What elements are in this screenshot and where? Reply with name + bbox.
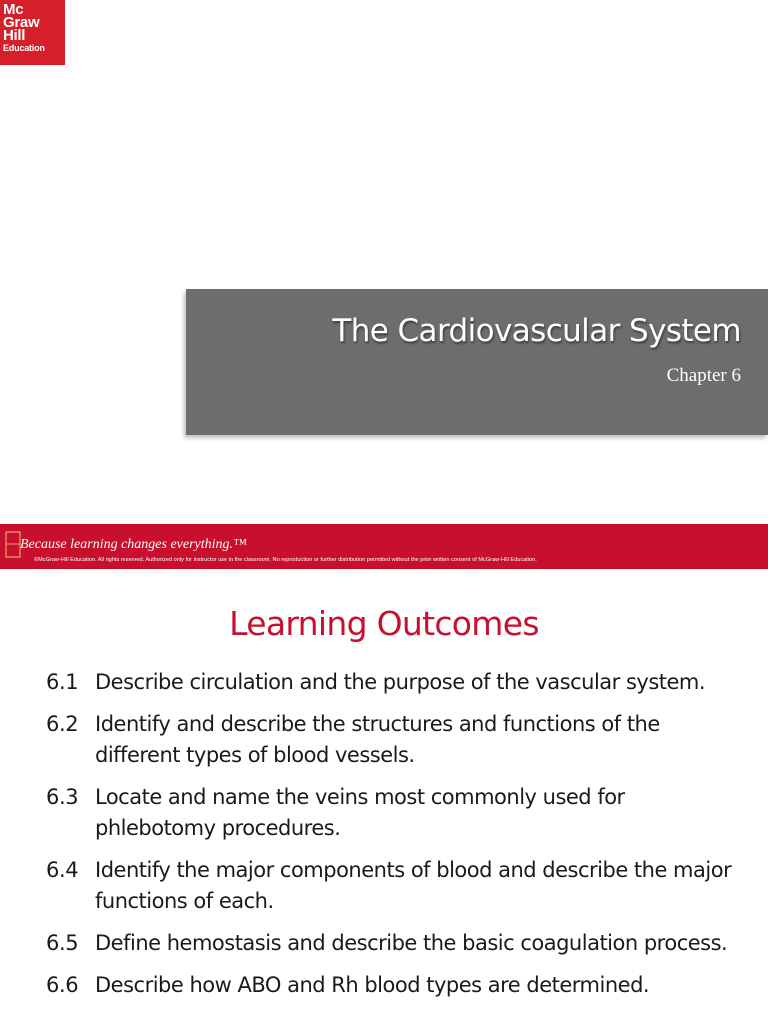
outcome-text: Describe how ABO and Rh blood types are determined. <box>95 973 650 997</box>
outcome-item <box>46 782 746 844</box>
copyright-notice: ©McGraw-Hill Education. All rights reserved. Authorized only for instructor use in the classroom. No reproduction or further distribution permitted without the prior written consent of McGraw-Hill Education. <box>34 557 537 563</box>
mcgraw-hill-logo <box>0 0 65 65</box>
outcome-number: 6.4 <box>46 858 79 882</box>
slide-heading: Learning Outcomes <box>229 604 539 643</box>
outcome-item <box>46 855 746 917</box>
outcomes-list <box>46 667 746 1012</box>
chapter-label: Chapter 6 <box>666 365 741 386</box>
outcome-number: 6.6 <box>46 973 79 997</box>
slide-title: The Cardiovascular System <box>332 313 741 349</box>
outcome-number: 6.3 <box>46 785 79 809</box>
outcome-item <box>46 928 746 959</box>
outcome-text: Locate and name the veins most commonly used for phlebotomy procedures. <box>95 785 625 840</box>
learning-outcomes-slide <box>0 584 768 1024</box>
outcome-text: Describe circulation and the purpose of the vascular system. <box>95 670 706 694</box>
logo-line-3: Hill <box>3 27 26 44</box>
title-box <box>186 289 768 435</box>
outcome-item <box>46 970 746 1001</box>
logo-line-4: Education <box>3 43 45 53</box>
footer-bar <box>0 524 768 569</box>
outcome-number: 6.2 <box>46 712 79 736</box>
frame-icon <box>5 531 21 558</box>
outcome-item <box>46 709 746 771</box>
tagline: Because learning changes everything.™ <box>20 537 247 552</box>
outcome-number: 6.1 <box>46 670 79 694</box>
outcome-text: Identify and describe the structures and functions of the different types of blood vessels. <box>95 712 660 767</box>
outcome-text: Identify the major components of blood and describe the major functions of each. <box>95 858 732 913</box>
outcome-item <box>46 667 746 698</box>
outcome-text: Define hemostasis and describe the basic coagulation process. <box>95 931 728 955</box>
logo-line-1: Mc <box>3 1 24 18</box>
outcome-number: 6.5 <box>46 931 79 955</box>
logo-line-2: Graw <box>3 14 40 31</box>
